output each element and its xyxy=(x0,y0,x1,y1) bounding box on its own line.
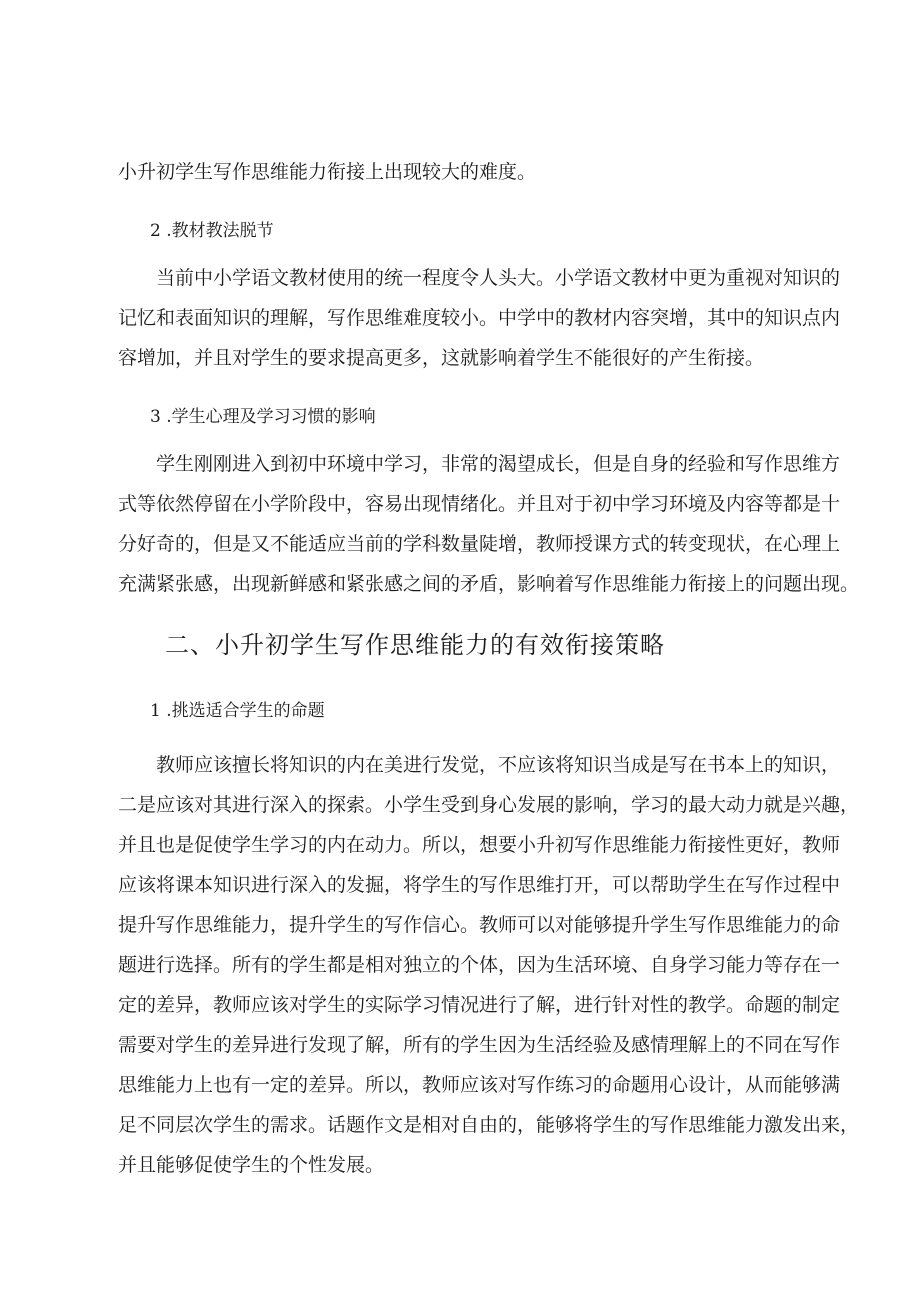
paragraph-line: 分好奇的，但是又不能适应当前的学科数量陡增，教师授课方式的转变现状，在心理上 xyxy=(118,533,841,555)
paragraph-line: 记忆和表面知识的理解，写作思维难度较小。中学中的教材内容突增，其中的知识点内 xyxy=(118,307,841,329)
paragraph-line: 题进行选择。所有的学生都是相对独立的个体，因为生活环境、自身学习能力等存在一 xyxy=(118,954,841,976)
paragraph-line: 思维能力上也有一定的差异。所以，教师应该对写作练习的命题用心设计，从而能够满 xyxy=(118,1074,841,1096)
paragraph-line: 应该将课本知识进行深入的发掘，将学生的写作思维打开，可以帮助学生在写作过程中 xyxy=(118,874,841,896)
part-2-heading: 二、小升初学生写作思维能力的有效衔接策略 xyxy=(165,631,665,659)
paragraph-line: 足不同层次学生的需求。话题作文是相对自由的，能够将学生的写作思维能力激发出来， xyxy=(118,1114,860,1136)
paragraph-line: 式等依然停留在小学阶段中，容易出现情绪化。并且对于初中学习环境及内容等都是十 xyxy=(118,493,841,515)
section-2-heading: 2 .教材教法脱节 xyxy=(150,221,274,241)
paragraph-line: 当前中小学语文教材使用的统一程度令人头大。小学语文教材中更为重视对知识的 xyxy=(118,267,841,289)
paragraph-line: 学生刚刚进入到初中环境中学习，非常的渴望成长，但是自身的经验和写作思维方 xyxy=(118,453,841,475)
section-3-heading: 3 .学生心理及学习习惯的影响 xyxy=(150,407,376,427)
paragraph-line: 容增加，并且对学生的要求提高更多，这就影响着学生不能很好的产生衔接。 xyxy=(118,347,765,369)
strategy-1-heading: 1 .挑选适合学生的命题 xyxy=(150,701,325,721)
paragraph-line: 定的差异，教师应该对学生的实际学习情况进行了解，进行针对性的教学。命题的制定 xyxy=(118,994,841,1016)
paragraph-line: 提升写作思维能力，提升学生的写作信心。教师可以对能够提升学生写作思维能力的命 xyxy=(118,914,841,936)
paragraph-line: 充满紧张感，出现新鲜感和紧张感之间的矛盾，影响着写作思维能力衔接上的问题出现。 xyxy=(118,573,860,595)
paragraph-line: 二是应该对其进行深入的探索。小学生受到身心发展的影响，学习的最大动力就是兴趣， xyxy=(118,794,860,816)
intro-line: 小升初学生写作思维能力衔接上出现较大的难度。 xyxy=(118,161,537,183)
paragraph-line: 并且能够促使学生的个性发展。 xyxy=(118,1154,385,1176)
paragraph-line: 教师应该擅长将知识的内在美进行发觉，不应该将知识当成是写在书本上的知识， xyxy=(118,754,841,776)
paragraph-line: 并且也是促使学生学习的内在动力。所以，想要小升初写作思维能力衔接性更好，教师 xyxy=(118,834,841,856)
paragraph-line: 需要对学生的差异进行发现了解，所有的学生因为生活经验及感情理解上的不同在写作 xyxy=(118,1034,841,1056)
